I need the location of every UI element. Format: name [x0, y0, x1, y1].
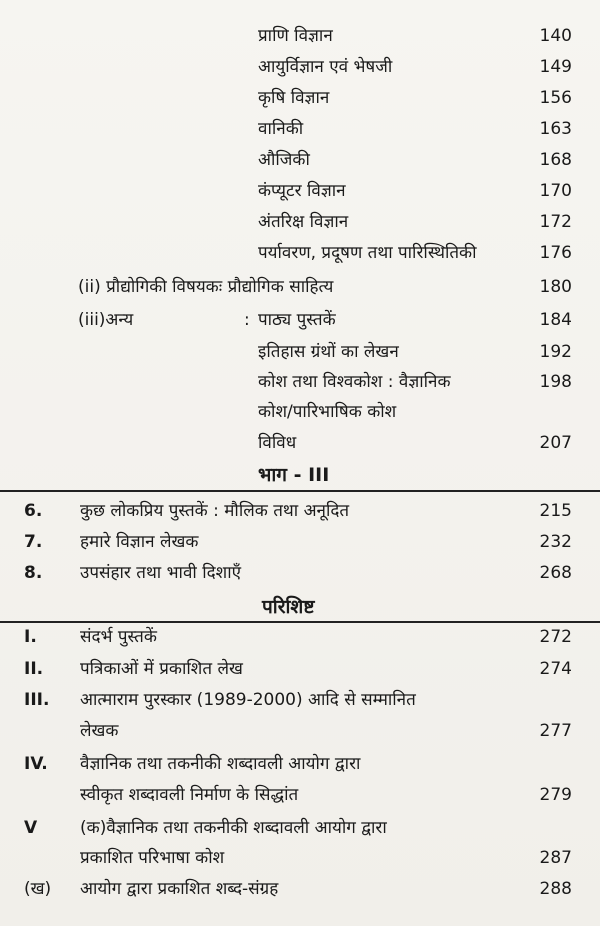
- appendix-title: आयोग द्वारा प्रकाशित शब्द-संग्रह: [80, 879, 279, 899]
- toc-entry-page: 163: [539, 119, 572, 139]
- toc-entry-label: विविध: [258, 433, 297, 453]
- appendix-title: लेखक: [80, 721, 119, 741]
- appendix-number: V: [24, 818, 38, 838]
- toc-entry-label: इतिहास ग्रंथों का लेखन: [258, 342, 399, 362]
- chapter-number: 8.: [24, 563, 43, 583]
- toc-entry-label: (ii) प्रौद्योगिकी विषयकः प्रौद्योगिक साहित्य: [78, 277, 334, 297]
- appendix-number: III.: [24, 690, 50, 710]
- toc-entry-page: 156: [539, 88, 572, 108]
- appendix-title: पत्रिकाओं में प्रकाशित लेख: [80, 659, 243, 679]
- chapter-title: कुछ लोकप्रिय पुस्तकें : मौलिक तथा अनूदित: [80, 501, 350, 521]
- toc-entry-label: पर्यावरण, प्रदूषण तथा पारिस्थितिकी: [258, 243, 477, 263]
- chapter-page: 268: [539, 563, 572, 583]
- appendix-title: आत्माराम पुरस्कार (1989-2000) आदि से सम्मानित: [80, 690, 416, 710]
- toc-entry-label: अंतरिक्ष विज्ञान: [258, 212, 349, 232]
- chapter-number: 6.: [24, 501, 43, 521]
- chapter-page: 232: [539, 532, 572, 552]
- appendix-number: (ख): [24, 879, 52, 899]
- toc-section-prefix: (iii)अन्य: [78, 310, 134, 330]
- toc-entry-page: 140: [539, 26, 572, 46]
- appendix-page: 279: [539, 785, 572, 805]
- appendix-title: संदर्भ पुस्तकें: [80, 627, 157, 647]
- toc-entry-page: 198: [539, 372, 572, 392]
- toc-entry-label: कंप्यूटर विज्ञान: [258, 181, 346, 201]
- toc-entry-label: वानिकी: [258, 119, 304, 139]
- toc-separator: :: [244, 310, 250, 330]
- appendix-number: II.: [24, 659, 44, 679]
- appendix-title: स्वीकृत शब्दावली निर्माण के सिद्धांत: [80, 785, 299, 805]
- toc-entry-label: कृषि विज्ञान: [258, 88, 330, 108]
- appendix-number: I.: [24, 627, 37, 647]
- toc-entry-label: प्राणि विज्ञान: [258, 26, 333, 46]
- toc-entry-page: 176: [539, 243, 572, 263]
- chapter-title: उपसंहार तथा भावी दिशाएँ: [80, 563, 242, 583]
- appendix-title: (क)वैज्ञानिक तथा तकनीकी शब्दावली आयोग द्वारा: [80, 818, 387, 838]
- toc-entry-page: 207: [539, 433, 572, 453]
- toc-entry-page: 170: [539, 181, 572, 201]
- part3-rule: [0, 490, 600, 492]
- appendix-page: 288: [539, 879, 572, 899]
- toc-entry-label: पाठ्य पुस्तकें: [258, 310, 336, 330]
- appendix-page: 272: [539, 627, 572, 647]
- toc-entry-page: 192: [539, 342, 572, 362]
- part3-heading: भाग - III: [258, 464, 330, 486]
- toc-entry-page: 184: [539, 310, 572, 330]
- appendix-heading: परिशिष्ट: [262, 596, 315, 618]
- toc-entry-page: 172: [539, 212, 572, 232]
- appendix-number: IV.: [24, 754, 48, 774]
- chapter-number: 7.: [24, 532, 43, 552]
- toc-entry-label: औजिकी: [258, 150, 310, 170]
- appendix-rule: [0, 621, 600, 623]
- toc-entry-page: 168: [539, 150, 572, 170]
- appendix-title: वैज्ञानिक तथा तकनीकी शब्दावली आयोग द्वारा: [80, 754, 361, 774]
- toc-entry-page: 149: [539, 57, 572, 77]
- appendix-page: 287: [539, 848, 572, 868]
- appendix-page: 274: [539, 659, 572, 679]
- toc-entry-label: कोश/पारिभाषिक कोश: [258, 402, 397, 422]
- toc-entry-page: 180: [539, 277, 572, 297]
- chapter-page: 215: [539, 501, 572, 521]
- chapter-title: हमारे विज्ञान लेखक: [80, 532, 199, 552]
- appendix-title: प्रकाशित परिभाषा कोश: [80, 848, 225, 868]
- toc-entry-label: आयुर्विज्ञान एवं भेषजी: [258, 57, 393, 77]
- toc-entry-label: कोश तथा विश्वकोश : वैज्ञानिक: [258, 372, 451, 392]
- appendix-page: 277: [539, 721, 572, 741]
